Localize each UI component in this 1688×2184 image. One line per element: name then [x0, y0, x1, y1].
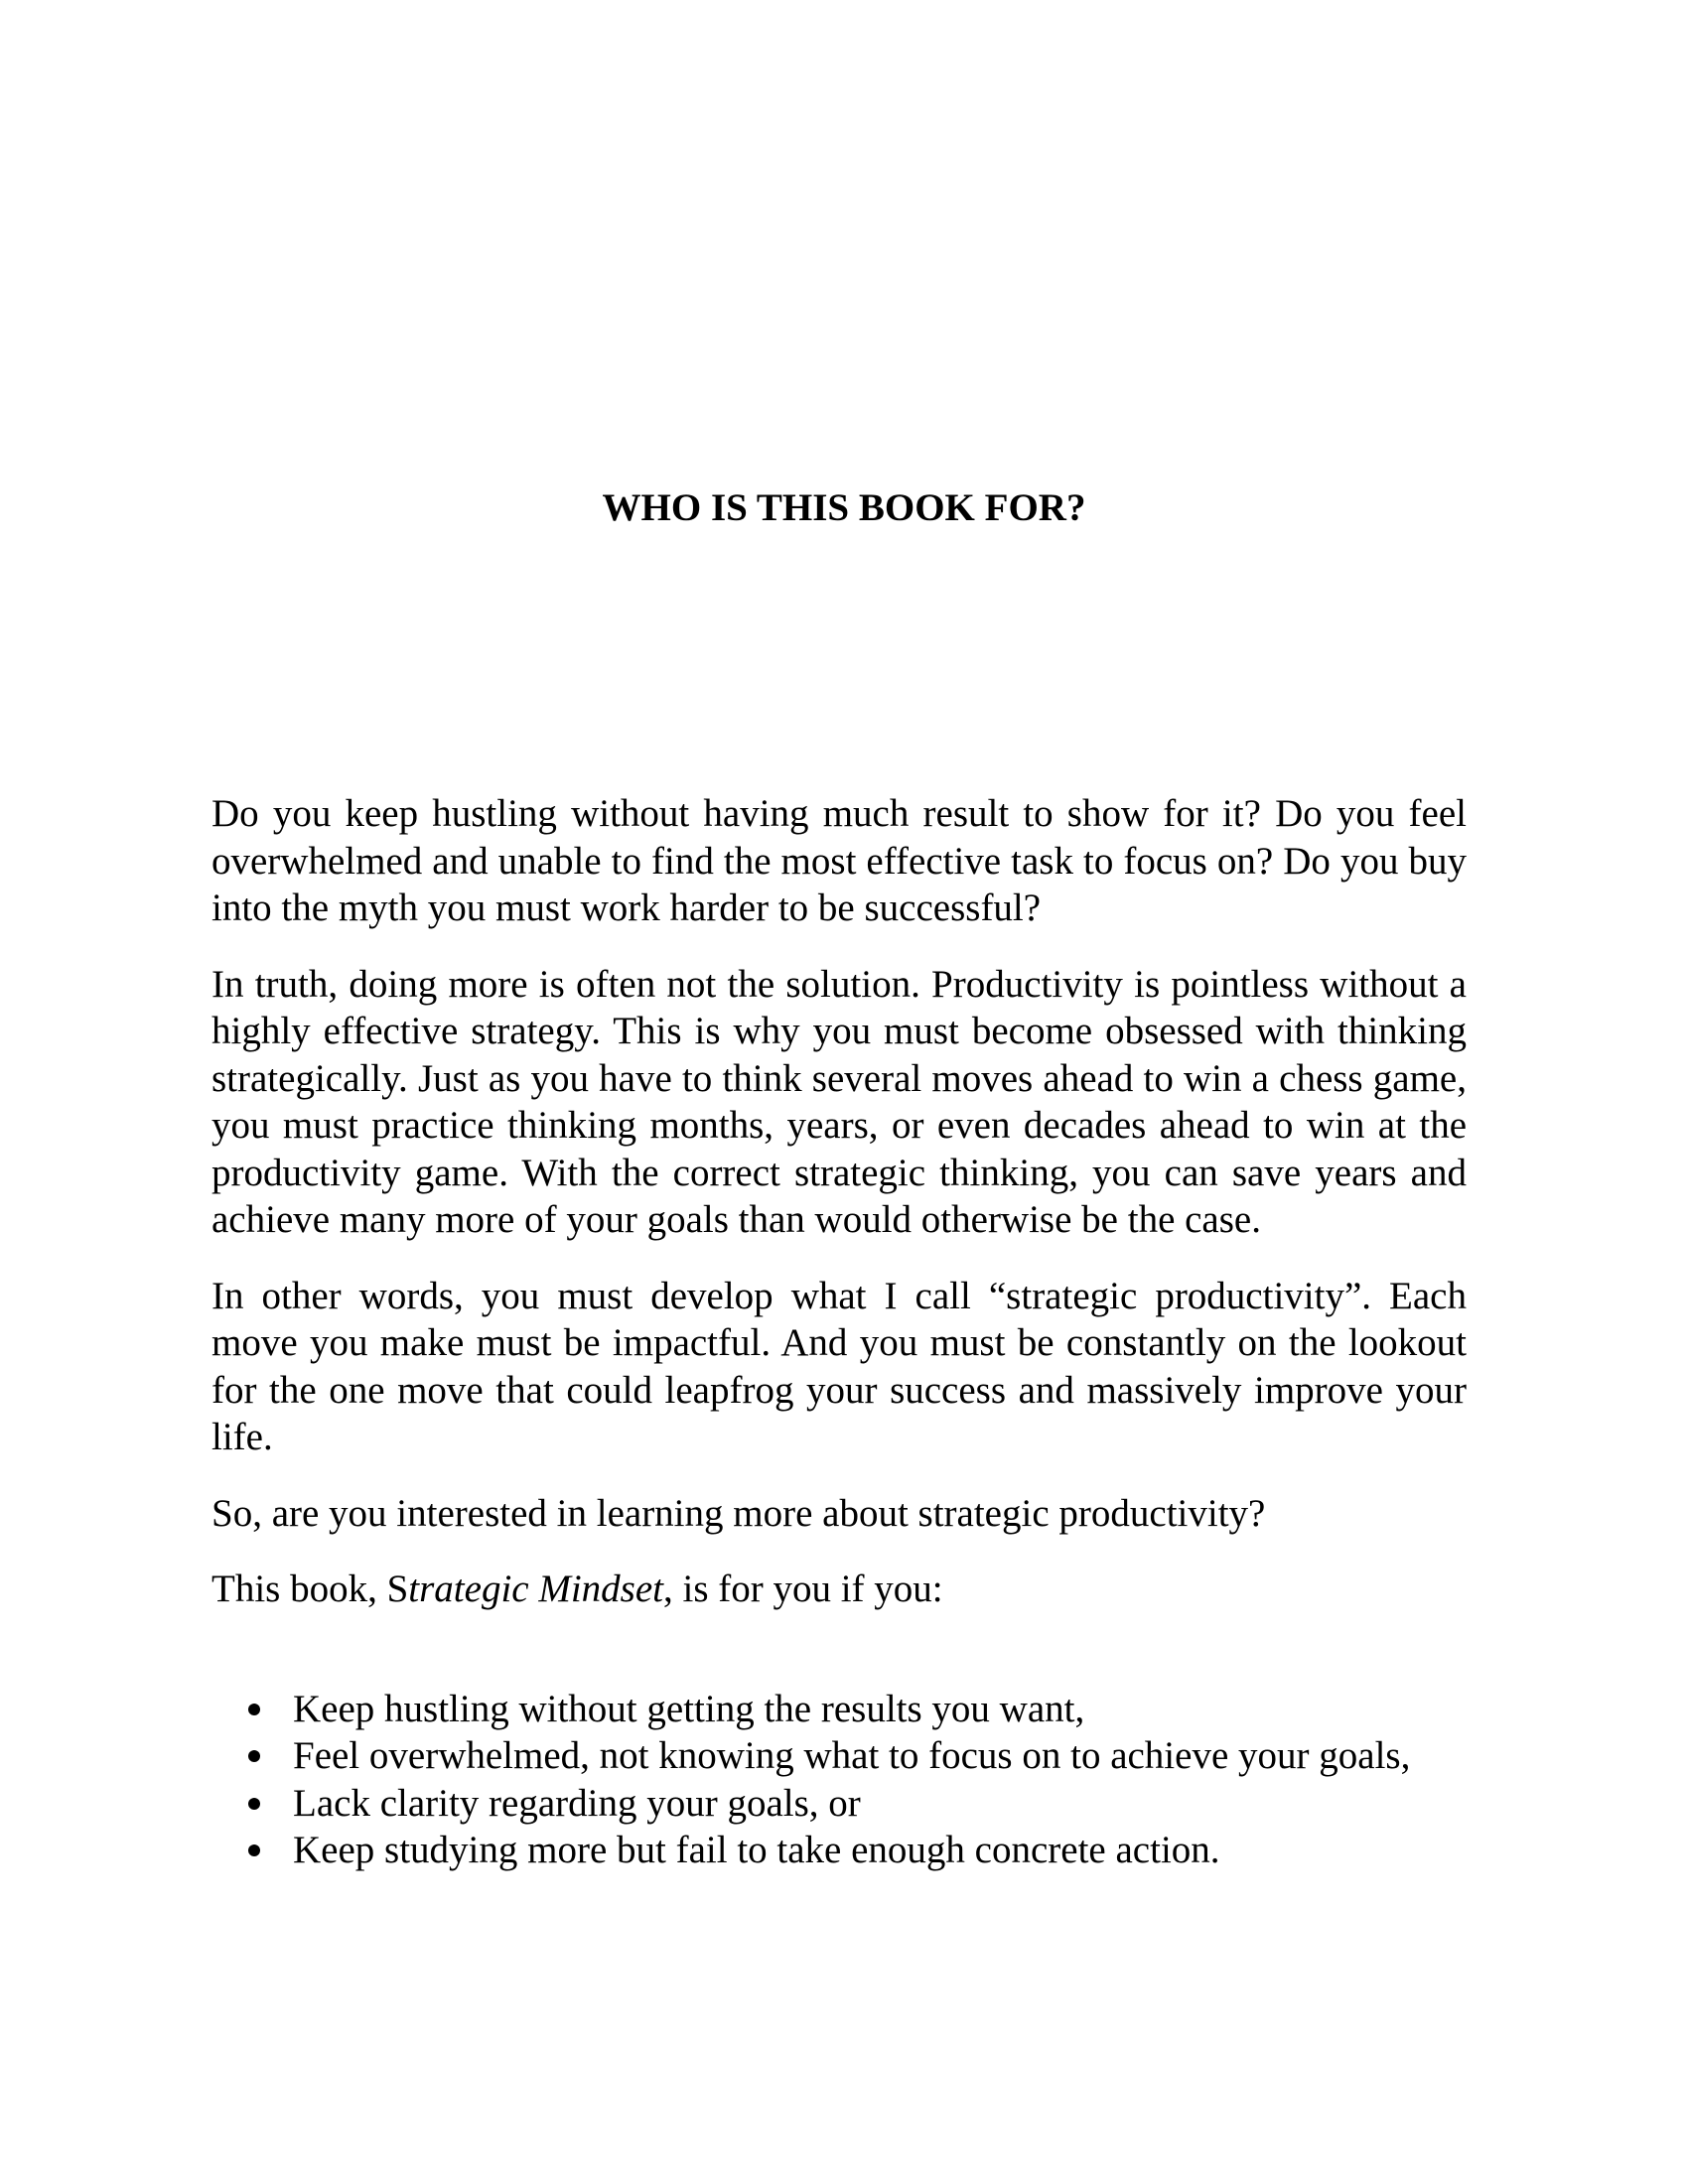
paragraph-book-lead	[211, 1566, 1467, 1613]
paragraph-other-words: In other words, you must develop what I call “strategic productivity”. Each move you make must be impactful. And you must be constantly on the lookout for the one move that could leapfrog your success and massively improve your life.	[211, 1274, 1467, 1458]
bullet-icon	[248, 1844, 260, 1856]
list-item	[293, 1780, 1445, 1828]
paragraph-truth: In truth, doing more is often not the solution. Productivity is pointless without a highly effective strategy. This is why you must become obsessed with thinking strategically. Just as you have to think several moves ahead to win a chess game, you must practice thinking months, years, or even decades ahead to win at the productivity game. With the correct strategic thinking, you can save years and achieve many more of your goals than would otherwise be the case.	[211, 962, 1467, 1241]
chapter-heading: WHO IS THIS BOOK FOR?	[602, 486, 1086, 529]
list-item-text: Feel overwhelmed, not knowing what to focus on to achieve your goals,	[293, 1734, 1411, 1777]
book-title: trategic Mindset	[408, 1568, 663, 1610]
bullet-icon	[248, 1798, 260, 1810]
list-item	[293, 1732, 1445, 1780]
list-item	[293, 1827, 1445, 1874]
list-item-text: Lack clarity regarding your goals, or	[293, 1781, 861, 1825]
lead-prefix: This book, S	[211, 1568, 409, 1610]
bullet-icon	[248, 1750, 260, 1762]
body-text	[211, 790, 1467, 1874]
list-item-text: Keep hustling without getting the results you want,	[293, 1687, 1085, 1730]
paragraph-intro: Do you keep hustling without having much result to show for it? Do you feel overwhelmed and unable to find the most effective task to focus on? Do you buy into the myth you must work harder to be successful?	[211, 792, 1467, 929]
list-item-text: Keep studying more but fail to take enough concrete action.	[293, 1829, 1220, 1871]
lead-suffix: , is for you if you:	[662, 1568, 943, 1610]
bullet-icon	[248, 1704, 260, 1715]
list-item	[293, 1686, 1445, 1733]
bullet-list	[211, 1686, 1445, 1874]
paragraph-question: So, are you interested in learning more about strategic productivity?	[211, 1491, 1266, 1535]
